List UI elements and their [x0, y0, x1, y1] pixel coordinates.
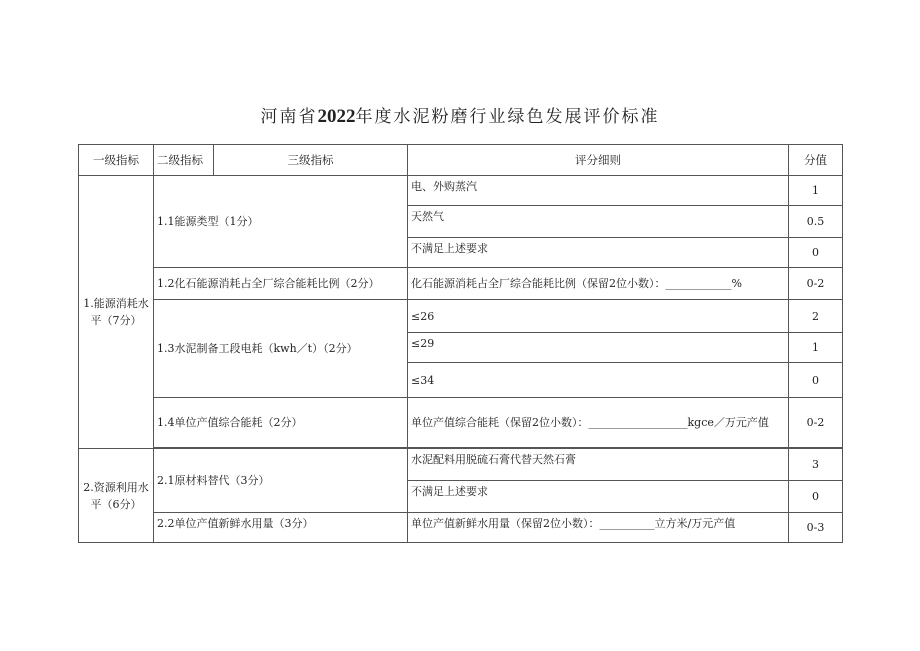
score-cell: 0-2: [789, 398, 843, 448]
score-cell: 0: [789, 481, 843, 513]
group1-label: 1.能源消耗水平（7分）: [79, 176, 154, 449]
detail-cell: 不满足上述要求: [408, 481, 789, 513]
score-cell: 0: [789, 363, 843, 398]
score-cell: 1: [789, 333, 843, 363]
detail-cell: 水泥配料用脱硫石膏代替天然石膏: [408, 449, 789, 481]
item-1-2-label: 1.2化石能源消耗占全厂综合能耗比例（2分）: [154, 268, 408, 300]
table-row: [79, 300, 843, 333]
detail-cell: 不满足上述要求: [408, 238, 789, 268]
score-cell: 3: [789, 449, 843, 481]
score-cell: 0: [789, 238, 843, 268]
header-detail: 评分细则: [408, 145, 789, 176]
table-row: [79, 398, 843, 448]
item-1-4-label: 1.4单位产值综合能耗（2分）: [154, 398, 408, 448]
detail-cell: 天然气: [408, 206, 789, 238]
item-2-1-label: 2.1原材料替代（3分）: [154, 449, 408, 513]
header-score: 分值: [789, 145, 843, 176]
score-cell: 0-2: [789, 268, 843, 300]
detail-cell: 电、外购蒸汽: [408, 176, 789, 206]
detail-cell: ≤34: [408, 363, 789, 398]
score-cell: 1: [789, 176, 843, 206]
header-level3: 三级指标: [214, 145, 408, 176]
document-title: [0, 102, 920, 128]
item-1-1-label: 1.1能源类型（1分）: [154, 176, 408, 268]
detail-cell: ≤29: [408, 333, 789, 363]
item-1-3-label: 1.3水泥制备工段电耗（kwh／t）（2分）: [154, 300, 408, 398]
table-row: [79, 176, 843, 206]
detail-cell: 单位产值综合能耗（保留2位小数）：__________________kgce／万元产值: [408, 398, 789, 448]
header-level2: 二级指标: [154, 145, 214, 176]
table-row: [79, 268, 843, 300]
score-cell: 2: [789, 300, 843, 333]
detail-cell: 单位产值新鲜水用量（保留2位小数）：__________立方米/万元产值: [408, 513, 789, 543]
title-suffix: 年度水泥粉磨行业绿色发展评价标准: [355, 107, 660, 127]
group2-label: 2.资源利用水平（6分）: [79, 449, 154, 543]
evaluation-table: [78, 144, 843, 543]
table-row: [79, 513, 843, 543]
header-row: [79, 145, 843, 176]
item-2-2-label: 2.2单位产值新鲜水用量（3分）: [154, 513, 408, 543]
title-year: 2022: [317, 106, 356, 127]
table-row: [79, 449, 843, 481]
header-level1: 一级指标: [79, 145, 154, 176]
score-cell: 0-3: [789, 513, 843, 543]
title-prefix: 河南省: [260, 107, 318, 127]
detail-cell: 化石能源消耗占全厂综合能耗比例（保留2位小数）：____________%: [408, 268, 789, 300]
score-cell: 0.5: [789, 206, 843, 238]
detail-cell: ≤26: [408, 300, 789, 333]
